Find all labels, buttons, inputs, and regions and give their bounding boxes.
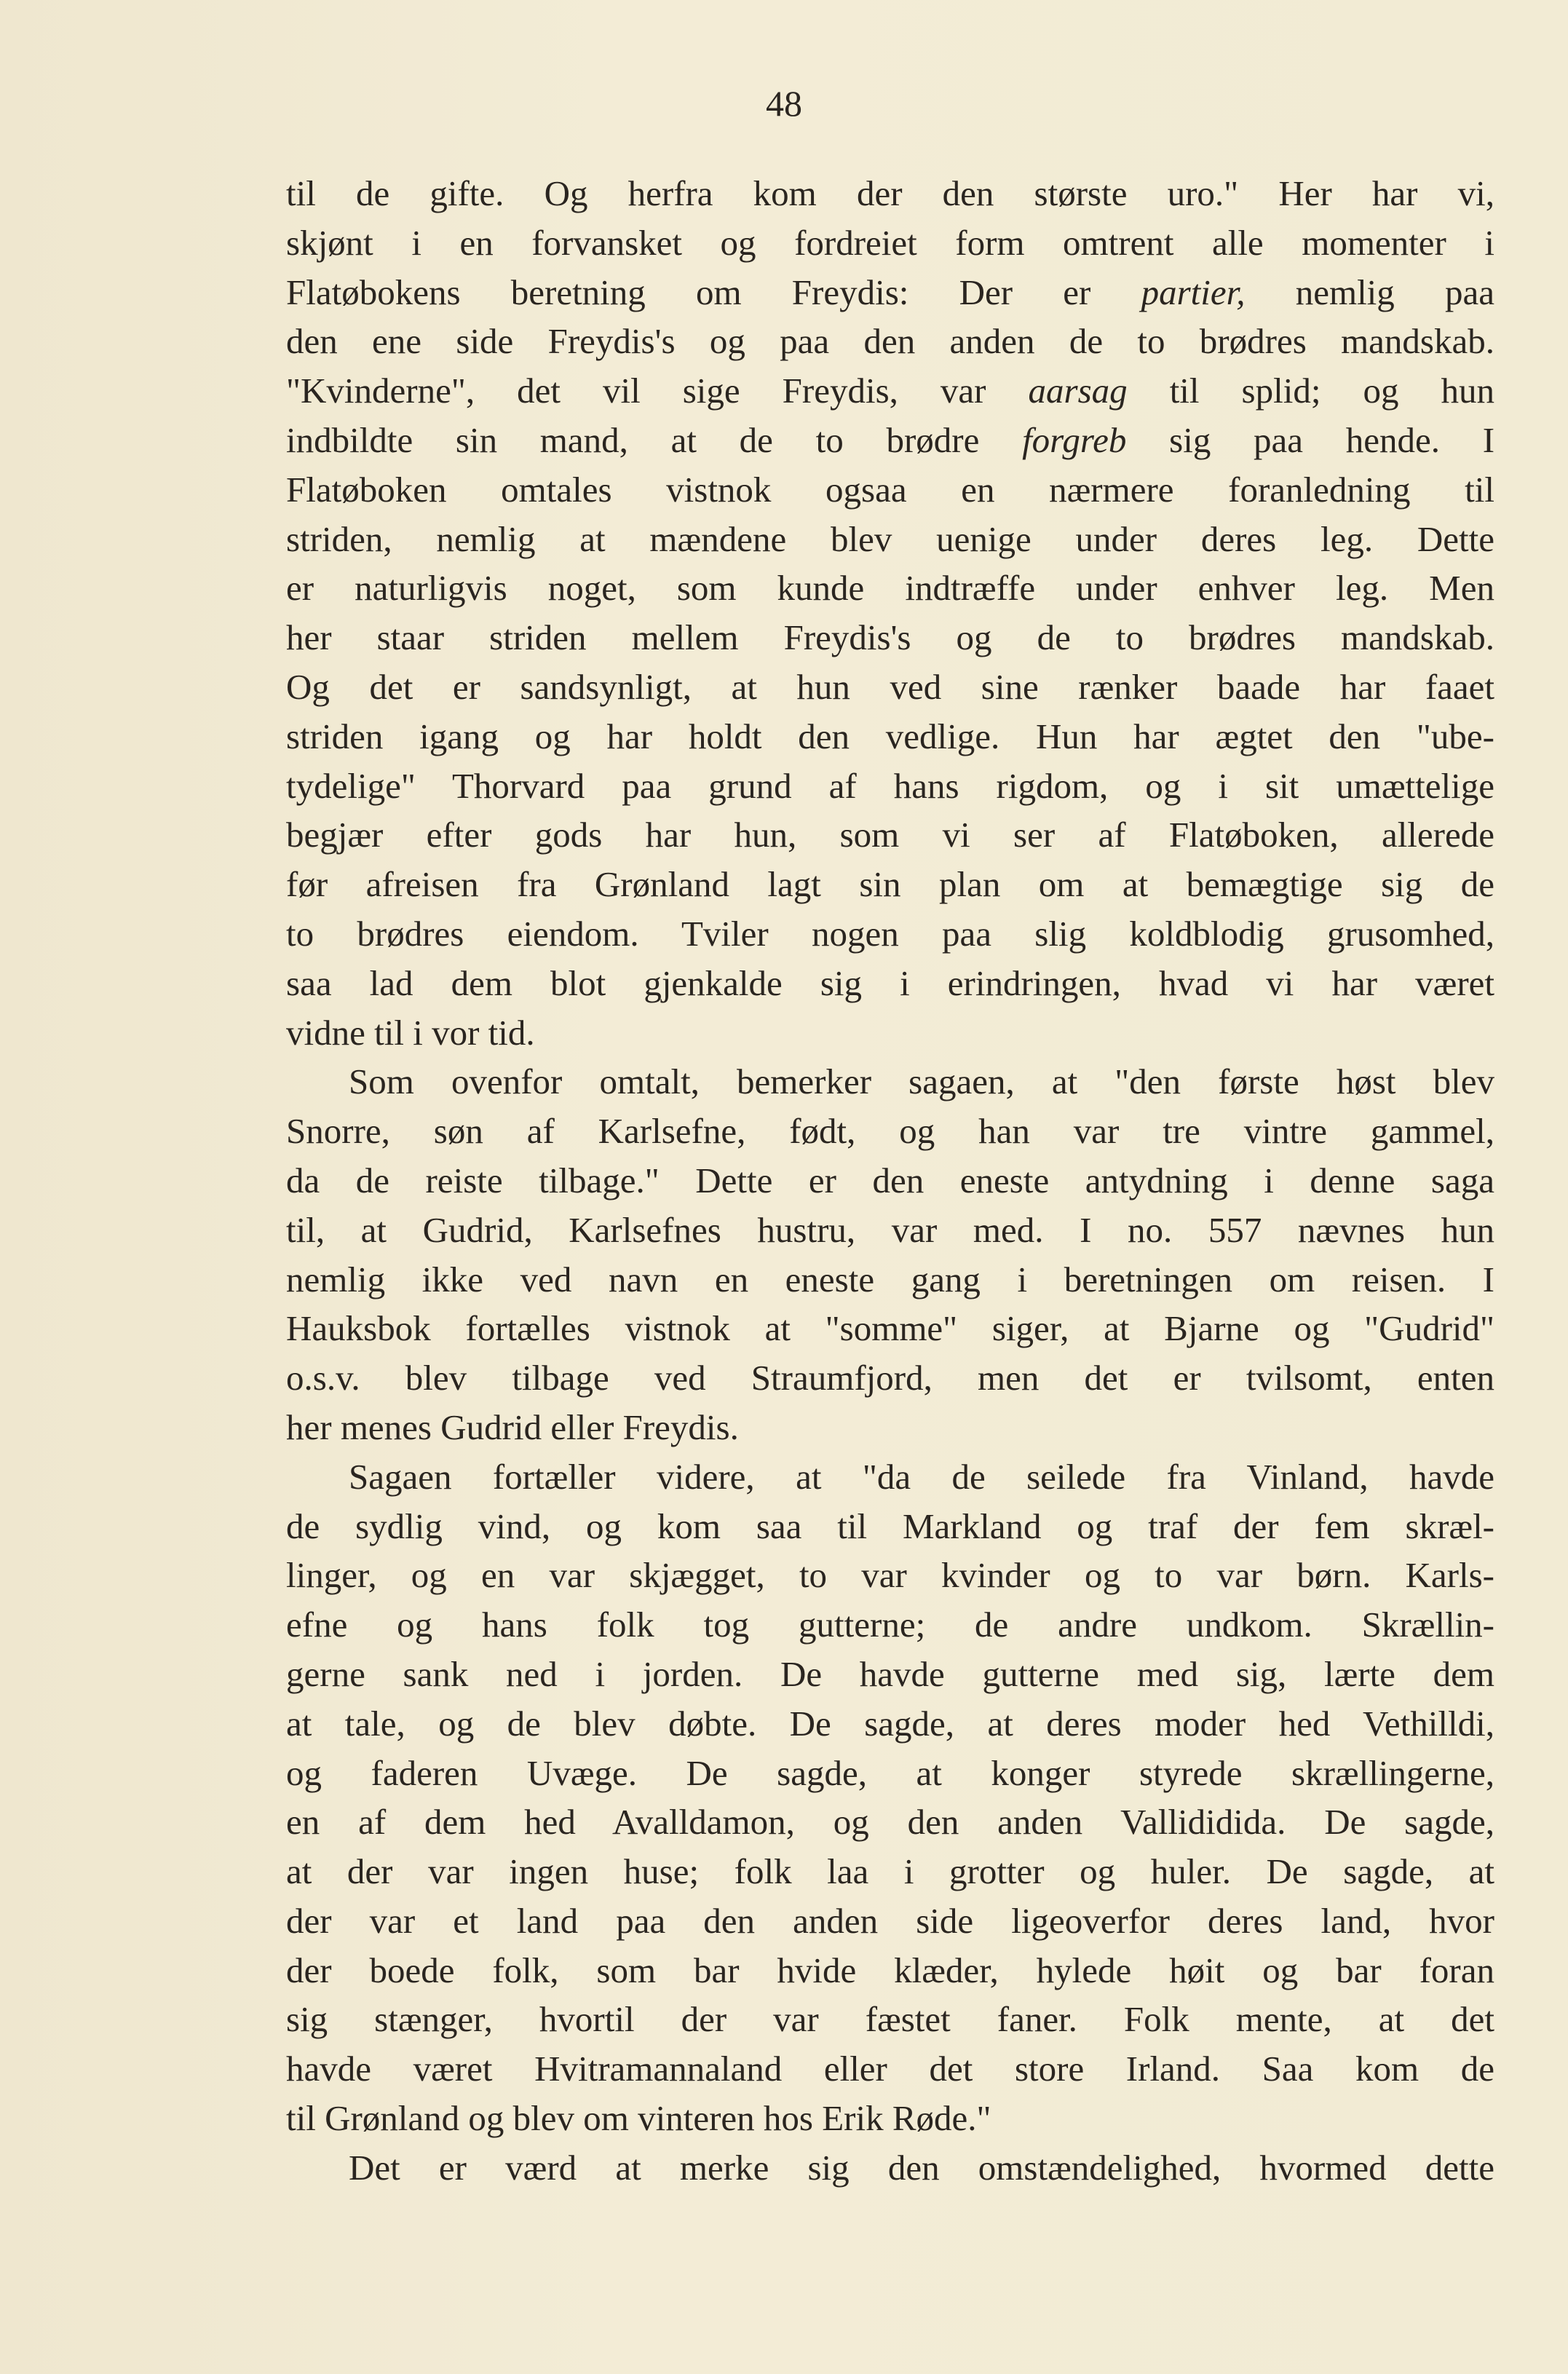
text-line [286, 465, 1494, 515]
text-line [286, 761, 1494, 811]
text-line [286, 959, 1494, 1008]
text-segment: saa lad dem blot gjenkalde sig i erindringen, hvad vi har været [286, 962, 1494, 1003]
text-line [286, 2094, 1494, 2143]
text-line [286, 1502, 1494, 1551]
text-line [286, 1156, 1494, 1206]
text-segment: Og det er sandsynligt, at hun ved sine rænker baade har faaet [286, 666, 1494, 707]
text-segment: Hauksbok fortælles vistnok at "somme" siger, at Bjarne og "Gudrid" [286, 1308, 1494, 1349]
text-line [286, 416, 1494, 465]
italic-text: aarsag [1028, 371, 1128, 411]
text-segment: havde været Hvitramannaland eller det store Irland. Saa kom de [286, 2049, 1494, 2089]
text-segment: to brødres eiendom. Tviler nogen paa slig koldblodig grusomhed, [286, 913, 1494, 954]
text-segment: her staar striden mellem Freydis's og de to brødres mandskab. [286, 617, 1494, 658]
text-line [286, 1847, 1494, 1896]
text-line [286, 712, 1494, 761]
text-line [286, 860, 1494, 909]
text-line [286, 515, 1494, 564]
italic-text: partier, [1141, 272, 1246, 312]
text-segment: Sagaen fortæller videre, at "da de seilede fra Vinland, havde [349, 1456, 1494, 1497]
text-segment: Det er værd at merke sig den omstændelighed, hvormed dette [349, 2147, 1494, 2188]
text-segment: den ene side Freydis's og paa den anden de to brødres mandskab. [286, 321, 1494, 362]
text-line [286, 1107, 1494, 1156]
text-line [286, 169, 1494, 218]
text-segment: tydelige" Thorvard paa grund af hans rigdom, og i sit umættelige [286, 765, 1494, 806]
text-segment: der var et land paa den anden side ligeoverfor deres land, hvor [286, 1900, 1494, 1941]
text-line [286, 1699, 1494, 1749]
text-segment: striden, nemlig at mændene blev uenige under deres leg. Dette [286, 518, 1494, 559]
text-line [286, 317, 1494, 366]
text-line [286, 1650, 1494, 1699]
text-segment: "Kvinderne", det vil sige Freydis, var [286, 371, 1029, 411]
text-line [286, 909, 1494, 959]
text-line [286, 1797, 1494, 1847]
text-line [286, 563, 1494, 613]
text-segment: da de reiste tilbage." Dette er den eneste antydning i denne saga [286, 1160, 1494, 1200]
text-segment: en af dem hed Avalldamon, og den anden Vallididida. De sagde, [286, 1802, 1494, 1843]
text-segment: og faderen Uvæge. De sagde, at konger styrede skrællingerne, [286, 1752, 1494, 1793]
text-line [286, 366, 1494, 416]
text-line [286, 1353, 1494, 1403]
italic-text: forgreb [1022, 419, 1127, 460]
text-segment: til Grønland og blev om vinteren hos Erik Røde." [286, 2098, 991, 2139]
text-segment: til splid; og hun [1127, 371, 1494, 411]
text-segment: der boede folk, som bar hvide klæder, hylede høit og bar foran [286, 1950, 1494, 1990]
text-line [286, 1304, 1494, 1353]
text-line [286, 1403, 1494, 1452]
text-line [286, 1995, 1494, 2044]
text-segment: før afreisen fra Grønland lagt sin plan om at bemægtige sig de [286, 864, 1494, 905]
text-segment: her menes Gudrid eller Freydis. [286, 1406, 739, 1447]
text-segment: linger, og en var skjægget, to var kvinder og to var børn. Karls- [286, 1555, 1494, 1596]
text-line [286, 1057, 1494, 1107]
text-segment: o.s.v. blev tilbage ved Straumfjord, men det er tvilsomt, enten [286, 1358, 1494, 1398]
text-segment: sig paa hende. I [1126, 419, 1495, 460]
text-segment: skjønt i en forvansket og fordreiet form omtrent alle momenter i [286, 222, 1494, 263]
text-segment: Flatøboken omtales vistnok ogsaa en nærmere foranledning til [286, 469, 1494, 510]
text-line [286, 1749, 1494, 1798]
text-line [286, 1551, 1494, 1600]
text-line [286, 810, 1494, 860]
text-segment: nemlig ikke ved navn en eneste gang i beretningen om reisen. I [286, 1259, 1494, 1299]
text-line [286, 1600, 1494, 1650]
text-segment: striden igang og har holdt den vedlige. Hun har ægtet den "ube- [286, 716, 1494, 756]
text-line [286, 1452, 1494, 1502]
text-segment: vidne til i vor tid. [286, 1012, 535, 1053]
text-segment: nemlig paa [1245, 272, 1494, 312]
page-number: 48 [766, 83, 802, 124]
text-segment: de sydlig vind, og kom saa til Markland og traf der fem skræl- [286, 1505, 1494, 1546]
text-segment: til, at Gudrid, Karlsefnes hustru, var med. I no. 557 nævnes hun [286, 1209, 1494, 1250]
text-segment: Flatøbokens beretning om Freydis: Der er [286, 272, 1141, 312]
text-segment: Snorre, søn af Karlsefne, født, og han var tre vintre gammel, [286, 1111, 1494, 1152]
text-segment: Som ovenfor omtalt, bemerker sagaen, at "den første høst blev [349, 1061, 1494, 1102]
text-segment: at der var ingen huse; folk laa i grotter og huler. De sagde, at [286, 1851, 1494, 1892]
text-line [286, 1206, 1494, 1255]
text-line [286, 1255, 1494, 1305]
text-segment: begjær efter gods har hun, som vi ser af Flatøboken, allerede [286, 815, 1494, 855]
text-line [286, 1008, 1494, 1058]
text-segment: til de gifte. Og herfra kom der den største uro." Her har vi, [286, 173, 1494, 213]
text-segment: er naturligvis noget, som kunde indtræffe under enhver leg. Men [286, 568, 1494, 609]
text-line [286, 268, 1494, 317]
text-line [286, 2143, 1494, 2193]
text-line [286, 662, 1494, 712]
body-text [286, 169, 1494, 2193]
text-line [286, 1896, 1494, 1946]
text-segment: gerne sank ned i jorden. De havde gutterne med sig, lærte dem [286, 1653, 1494, 1694]
text-segment: sig stænger, hvortil der var fæstet faner. Folk mente, at det [286, 1999, 1494, 2040]
text-line [286, 2044, 1494, 2094]
text-line [286, 1946, 1494, 1995]
text-segment: at tale, og de blev døbte. De sagde, at deres moder hed Vethilldi, [286, 1703, 1494, 1744]
text-line [286, 218, 1494, 268]
text-segment: indbildte sin mand, at de to brødre [286, 419, 1023, 460]
text-segment: efne og hans folk tog gutterne; de andre undkom. Skrællin- [286, 1605, 1494, 1645]
text-line [286, 613, 1494, 662]
